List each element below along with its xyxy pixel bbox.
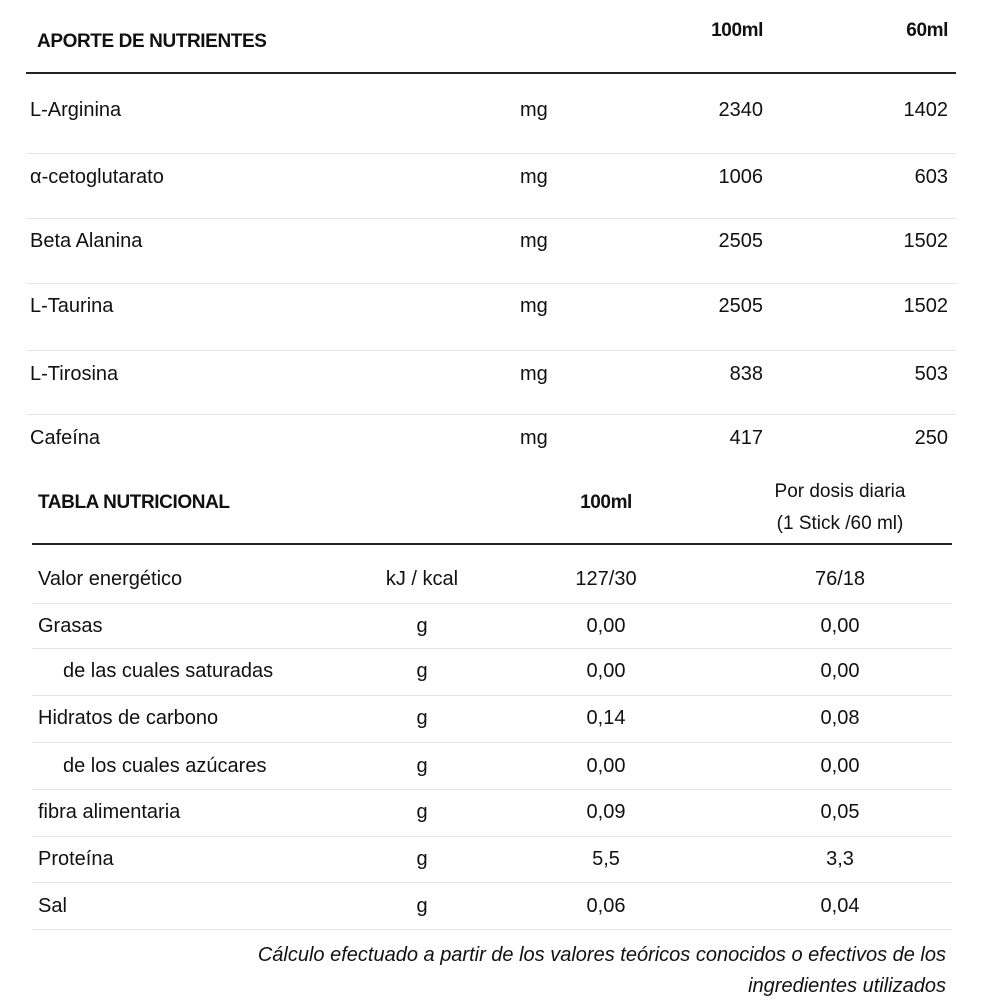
nutrient-name: L-Tirosina: [30, 363, 119, 385]
nutrient-value-100ml: 2505: [718, 230, 763, 252]
nutrition-name: de los cuales azúcares: [63, 755, 267, 777]
row-divider: [32, 929, 952, 930]
nutrition-value-100ml: 0,06: [586, 895, 626, 917]
nutrition-value-100ml: 0,00: [586, 755, 626, 777]
nutrition-unit: g: [416, 801, 428, 823]
nutrition-name: Sal: [38, 895, 67, 917]
nutrient-value-60ml: 1502: [903, 230, 948, 252]
nutrition-value-dosis: 3,3: [826, 848, 854, 870]
aporte-col-100ml: 100ml: [711, 20, 763, 41]
nutrition-name: Proteína: [38, 848, 114, 870]
nutrient-unit: mg: [520, 166, 548, 188]
nutrition-value-dosis: 0,04: [820, 895, 860, 917]
nutrient-value-60ml: 503: [914, 363, 948, 385]
nutrition-unit: g: [416, 660, 428, 682]
nutrient-value-60ml: 250: [914, 427, 948, 449]
nutrition-value-100ml: 0,00: [586, 660, 626, 682]
nutrient-unit: mg: [520, 99, 548, 121]
nutrition-value-dosis: 0,08: [820, 707, 860, 729]
nutrition-unit: g: [416, 895, 428, 917]
tabla-header-divider: [32, 543, 952, 545]
tabla-col-dosis-line2: (1 Stick /60 ml): [776, 513, 904, 534]
tabla-col-dosis-header: [730, 476, 950, 540]
nutrition-name: de las cuales saturadas: [63, 660, 274, 682]
nutrition-value-dosis: 0,00: [820, 615, 860, 637]
nutrition-value-dosis: 0,00: [820, 660, 860, 682]
row-divider: [32, 695, 952, 696]
nutrient-name: α-cetoglutarato: [30, 166, 164, 188]
nutrient-value-100ml: 2505: [718, 295, 763, 317]
tabla-col-dosis-line1: Por dosis diaria: [774, 481, 906, 502]
nutrition-unit: g: [416, 707, 428, 729]
row-divider: [32, 603, 952, 604]
nutrition-value-100ml: 0,14: [586, 707, 626, 729]
row-divider: [26, 414, 956, 415]
footnote-line1: Cálculo efectuado a partir de los valores teóricos conocidos o efectivos de los: [257, 944, 946, 966]
tabla-title: TABLA NUTRICIONAL: [38, 492, 230, 513]
nutrition-unit: g: [416, 848, 428, 870]
nutrient-name: Beta Alanina: [30, 230, 143, 252]
footnote: [100, 940, 946, 1002]
nutrition-value-dosis: 0,00: [820, 755, 860, 777]
row-divider: [32, 836, 952, 837]
nutrient-value-100ml: 1006: [718, 166, 763, 188]
footnote-line2: ingredientes utilizados: [748, 975, 946, 997]
nutrition-name: Grasas: [38, 615, 103, 637]
nutrient-name: L-Taurina: [30, 295, 114, 317]
nutrient-value-100ml: 838: [729, 363, 763, 385]
aporte-header-divider: [26, 72, 956, 74]
nutrient-value-60ml: 603: [914, 166, 948, 188]
nutrition-value-dosis: 76/18: [814, 568, 866, 590]
nutrient-value-60ml: 1402: [903, 99, 948, 121]
row-divider: [32, 648, 952, 649]
nutrient-name: Cafeína: [30, 427, 101, 449]
row-divider: [32, 882, 952, 883]
aporte-title: APORTE DE NUTRIENTES: [37, 31, 267, 52]
row-divider: [26, 153, 956, 154]
nutrition-value-100ml: 0,00: [586, 615, 626, 637]
nutrition-unit: g: [416, 755, 428, 777]
nutrient-unit: mg: [520, 363, 548, 385]
nutrient-value-60ml: 1502: [903, 295, 948, 317]
row-divider: [26, 283, 956, 284]
nutrition-value-100ml: 0,09: [586, 801, 626, 823]
nutrient-unit: mg: [520, 230, 548, 252]
nutrient-value-100ml: 417: [729, 427, 763, 449]
row-divider: [32, 742, 952, 743]
nutrient-unit: mg: [520, 427, 548, 449]
nutrition-value-dosis: 0,05: [820, 801, 860, 823]
nutrition-name: fibra alimentaria: [38, 801, 181, 823]
nutrient-unit: mg: [520, 295, 548, 317]
nutrition-value-100ml: 127/30: [575, 568, 637, 590]
nutrient-value-100ml: 2340: [718, 99, 763, 121]
nutrition-unit: kJ / kcal: [385, 568, 459, 590]
nutrition-name: Hidratos de carbono: [38, 707, 219, 729]
nutrient-name: L-Arginina: [30, 99, 122, 121]
aporte-col-60ml: 60ml: [906, 20, 948, 41]
tabla-col-100ml: 100ml: [580, 492, 632, 513]
row-divider: [26, 218, 956, 219]
nutrition-value-100ml: 5,5: [592, 848, 620, 870]
row-divider: [26, 350, 956, 351]
row-divider: [32, 789, 952, 790]
nutrition-name: Valor energético: [38, 568, 183, 590]
nutrition-unit: g: [416, 615, 428, 637]
